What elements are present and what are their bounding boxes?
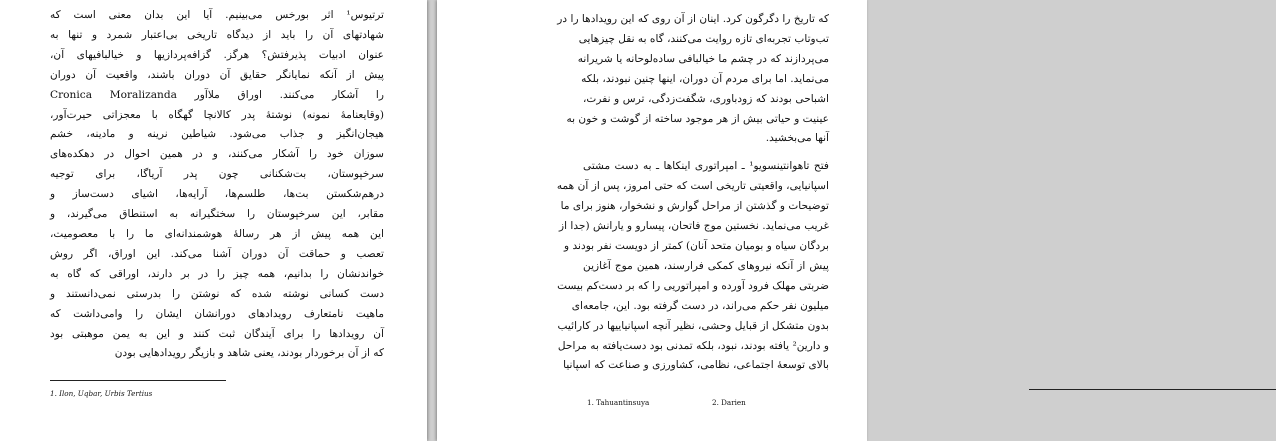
right-para2-line: پیش از آنکه نیروهای کمکی فرارسند، همین موج آغازین [583,259,829,272]
left-text-line: پیش از آنکه نمایانگر حقایق آن دوران باشند، واقعیت آن دوران [50,68,384,81]
right-para1-line: می‌پردازند که در چشم ما خیالبافی ساده‌لوحانه یا شریرانه [577,52,829,65]
right-para2-line: و دارین² یافته بودند، نبود، بلکه تمدنی بود دست‌یافته به مراحل [557,339,829,352]
left-text-line: تعصب و حماقت آن دوران آشنا می‌کند. این اوراق، اگر روش [50,247,384,260]
left-footnote: 1. Ilon, Uqbar, Urbis Tertius [50,389,153,398]
left-text-line: دست کسانی نوشته شده که نوشتن را بدرستی نمی‌دانستند و [50,287,384,300]
left-text-line: سرخپوستان، بت‌شکنانی چون پدر آریاگا، برای توجیه [50,168,384,181]
right-para1-line: که تاریخ را دگرگون کرد. اینان از آن روی که این رویدادها را در [557,13,829,25]
left-text-line: را آشکار می‌کنند. اوراق ملاآور Cronica Moralizanda [50,88,384,101]
right-footnote-1: 1. Tahuantinsuya [587,398,650,407]
left-text-line: درهم‌شکستن بت‌ها، طلسم‌ها، آرایه‌ها، اشیای دست‌ساز و [50,188,384,201]
left-page-body-text [50,6,384,364]
left-text-line: که از آن برخوردار بودند، یعنی شاهد و بازیگر رویدادهایی بودن [114,347,384,360]
left-text-line: شهادتهای آن را باید از دیدگاه تاریخی بی‌اعتبار شمرد و تنها به [50,28,384,41]
left-text-line: مقابر، این سرخپوستان را سختگیرانه به استنطاق می‌گیرند، و [50,208,384,221]
right-para2-line: ضربتی مهلک فرود آورده و امپراتوریی را که بر دست‌کم بیست [557,279,829,292]
left-text-line: آن رویدادها را برای آیندگان ثبت کنند و این به یمن موهبتی بود [50,327,384,340]
right-page [437,0,867,441]
right-para2-line: اسپانیایی، واقعیتی تاریخی است که حتی امروز، پس از آن همه [556,180,829,193]
right-para1-line: عینیت و حیاتی بیش از هر موجود ساخته از گوشت و خون به [566,112,829,125]
right-para2-line: بدون متشکل از قبایل وحشی، نظیر آنچه اسپانیاییها در کارائیب [557,319,829,332]
left-text-line: عنوان ادبیات پذیرفتش؟ هرگز. گزافه‌پردازیها و خیالبافیهای آن، [50,48,384,61]
left-text-line: ماهیت نامتعارف رویدادهای دورانشان ایشان را وامی‌داشت که [50,307,384,320]
right-para2-line: توضیحات و گذشتن از مراحل گوارش و نشخوار، هنوز برای ما [560,200,829,213]
paragraph-gap [583,149,829,157]
left-text-line: (وقایعنامهٔ نمونه) نوشتهٔ پدر کالانچا گهگاه با معجزاتی حیرت‌آور، [50,108,384,121]
right-para2-line: بردگان سیاه و بومیان متحد آنان) کمتر از دویست نفر بودند و [564,239,829,252]
right-para2-line: میلیون نفر حکم می‌راند، در دست گرفته بود. این، جامعه‌ای [571,299,829,312]
right-para2-line: غریب می‌نماید. نخستین موج فاتحان، پیسارو و یارانش (جدا از [558,220,829,233]
right-page-body-text [556,10,829,376]
right-para2-line: بالای توسعهٔ اجتماعی، نظامی، کشاورزی و صناعت که اسپانیا [563,359,829,372]
left-text-line: ترتیوس¹ اثر بورخس می‌بینیم. آیا این بدان معنی است که [50,9,384,21]
right-para2-line: فتح تاهوانتینسویو¹ ـ امپراتوری اینکاها ـ به دست مشتی [583,160,829,173]
left-text-line: خواندنشان را بدانیم، همه چیز را در بر دارند، اوراقی که گاه به [50,267,384,280]
right-para1-line: آنها می‌بخشید. [765,132,829,145]
right-para1-line: اشباحی بودند که زودباوری، شگفت‌زدگی، ترس و نفرت، [583,92,829,105]
right-para1-line: می‌نماید. اما برای مردم آن دوران، اینها چنین نبودند، بلکه [581,72,829,85]
left-footnote-rule [50,380,226,381]
left-text-line: هیجان‌انگیز و جذاب می‌شود. شیاطین نرینه و مادینه، خشم [50,128,384,141]
left-page [0,0,427,441]
right-para1-line: تب‌وتاب تجربه‌ای تازه روایت می‌کنند، گاه به نقل چیزهایی [578,32,829,45]
left-text-line: سوزان خود را آشکار می‌کنند، و در همین احوال در دهکده‌های [50,148,384,161]
right-footnote-rule [1029,389,1276,390]
left-text-line: این همه پیش از هر رسالهٔ هوشمندانه‌ای ما را با معصومیت، [50,227,384,240]
right-footnote-2: 2. Darien [712,398,746,407]
